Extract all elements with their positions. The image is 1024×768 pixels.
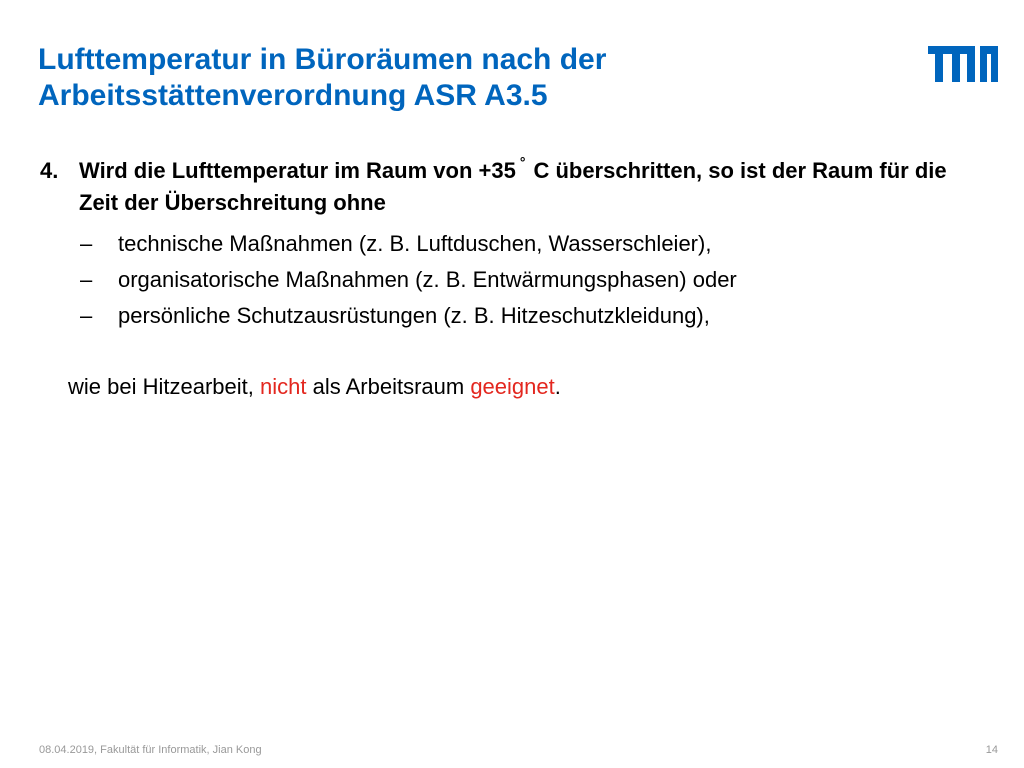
dash-bullet: – [80,303,93,328]
tum-logo-icon [928,46,998,82]
dash-bullet: – [80,267,93,292]
list-item-text: organisatorische Maßnahmen (z. B. Entwärmungsphasen) oder [118,267,737,292]
list-item-text: technische Maßnahmen (z. B. Luftduschen, Wasserschleier), [118,231,712,256]
conclusion-part-2: als Arbeitsraum [306,374,471,399]
item-number: 4. [40,158,59,183]
degree-symbol: ° [519,154,526,170]
measures-list [80,226,737,334]
item-text [79,156,980,218]
highlight-nicht: nicht [259,374,307,399]
item-text-before: Wird die Lufttemperatur im Raum von +35 [79,158,516,183]
item-text-after: C überschritten, so ist der Raum für die Zeit der Überschreitung ohne [79,158,947,215]
footer-info: 08.04.2019, Fakultät für Informatik, Jian Kong [39,744,262,756]
list-item [80,298,737,334]
slide-title-line-2: Arbeitsstättenverordnung ASR A3.5 [38,79,548,112]
list-item [80,226,737,262]
dash-bullet: – [80,231,93,256]
highlight-geeignet: geeignet [470,374,555,399]
slide-title [38,42,878,114]
list-item-text: persönliche Schutzausrüstungen (z. B. Hitzeschutzkleidung), [118,303,710,328]
conclusion-text [68,372,561,402]
numbered-item-4 [40,156,980,218]
conclusion-part-1: wie bei Hitzearbeit, [68,374,260,399]
slide-title-line-1: Lufttemperatur in Büroräumen nach der [38,43,607,76]
conclusion-part-3: . [554,374,561,399]
list-item [80,262,737,298]
page-number: 14 [985,744,998,756]
